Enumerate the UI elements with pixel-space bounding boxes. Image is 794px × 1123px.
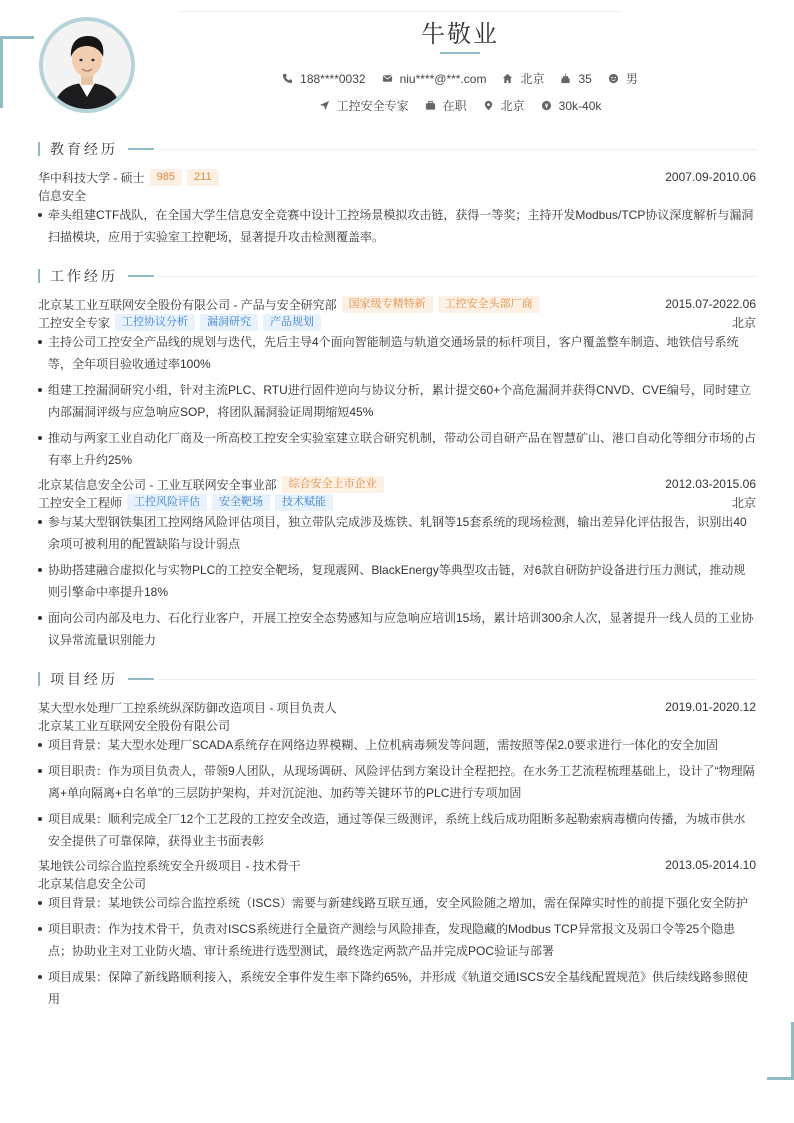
project-date: 2019.01-2020.12 bbox=[665, 700, 756, 714]
role-tag: 漏洞研究 bbox=[200, 314, 258, 331]
list-item: 协助搭建融合虚拟化与实物PLC的工控安全靶场，复现震网、BlackEnergy等典型攻击链，对6款自研防护设备进行压力测试，推动规则引擎命中率提升18% bbox=[38, 559, 756, 603]
phone-text: 188****0032 bbox=[300, 71, 366, 86]
list-item: 面向公司内部及电力、石化行业客户，开展工控安全态势感知与应急响应培训15场，累计培训300余人次，显著提升一线人员的工业协议异常流量识别能力 bbox=[38, 607, 756, 651]
work-company: 北京某信息安全公司 - 工业互联网安全事业部 bbox=[38, 477, 277, 492]
list-item: 参与某大型钢铁集团工控网络风险评估项目，独立带队完成涉及炼铁、轧钢等15套系统的现场检测，输出差异化评估报告，识别出40余项可被利用的配置缺陷与设计弱点 bbox=[38, 511, 756, 555]
list-item: 主持公司工控安全产品线的规划与迭代，先后主导4个面向智能制造与轨道交通场景的标杆项目，客户覆盖整车制造、地铁信号系统等，全年项目验收通过率100% bbox=[38, 331, 756, 375]
work-2-role-row bbox=[38, 493, 756, 511]
list-item: 项目成果：顺利完成全厂12个工艺段的工控安全改造，通过等保三级测评，系统上线后成功阻断多起勒索病毒横向传播，为城市供水安全提供了可靠保障，获得业主书面表彰 bbox=[38, 808, 756, 852]
age-info bbox=[560, 72, 591, 86]
candidate-name: 牛敬业 bbox=[421, 21, 499, 48]
gender-info bbox=[608, 70, 638, 87]
salary-info bbox=[541, 99, 602, 113]
section-work bbox=[38, 267, 756, 285]
project-2-header bbox=[38, 856, 756, 874]
role-tag: 工控风险评估 bbox=[127, 494, 207, 511]
section-title-education: 教育经历 bbox=[50, 141, 118, 157]
work-1-role-row bbox=[38, 313, 756, 331]
home-icon bbox=[502, 73, 513, 84]
work-role: 工控安全专家 bbox=[38, 315, 111, 330]
work-1-bullets bbox=[38, 331, 756, 475]
status-text: 在职 bbox=[442, 99, 467, 113]
contact-row-1 bbox=[140, 70, 780, 87]
role-tag: 安全靶场 bbox=[212, 494, 270, 511]
project-title: 某地铁公司综合监控系统安全升级项目 - 技术骨干 bbox=[38, 858, 301, 873]
position-text: 工控安全专家 bbox=[336, 99, 409, 113]
face-icon bbox=[608, 73, 619, 84]
top-divider bbox=[180, 11, 620, 12]
section-education bbox=[38, 140, 756, 158]
briefcase-icon bbox=[425, 100, 436, 111]
project-1-bullets bbox=[38, 734, 756, 856]
company-tag: 工控安全头部厂商 bbox=[438, 296, 540, 313]
education-header bbox=[38, 168, 756, 186]
email-info bbox=[382, 72, 487, 86]
send-icon bbox=[319, 100, 330, 111]
list-item: 项目职责：作为技术骨干，负责对ISCS系统进行全量资产测绘与风险排查，发现隐藏的Modbus TCP异常报文及弱口令等25个隐患点；协助业主对工业防火墙、审计系统进行选型测试，最终选定两款产品并完成POC验证与部署 bbox=[38, 918, 756, 962]
corner-decoration-bottom-right bbox=[767, 1022, 794, 1080]
status-info bbox=[425, 97, 467, 114]
school-tag: 211 bbox=[187, 169, 219, 186]
avatar bbox=[39, 17, 135, 113]
city-info bbox=[502, 70, 544, 87]
list-item: 项目背景：某大型水处理厂SCADA系统存在网络边界模糊、上位机病毒频发等问题，需按照等保2.0要求进行一体化的安全加固 bbox=[38, 734, 756, 756]
list-item: 推动与两家工业自动化厂商及一所高校工控安全实验室建立联合研究机制，带动公司自研产品在智慧矿山、港口自动化等细分市场的占有率上升约25% bbox=[38, 427, 756, 471]
location-info bbox=[483, 97, 525, 114]
education-bullets bbox=[38, 204, 756, 252]
education-major: 信息安全 bbox=[38, 188, 87, 203]
project-date: 2013.05-2014.10 bbox=[665, 858, 756, 872]
work-city: 北京 bbox=[731, 495, 756, 510]
work-2-bullets bbox=[38, 511, 756, 655]
email-text: niu****@***.com bbox=[399, 71, 487, 86]
role-tag: 产品规划 bbox=[263, 314, 321, 331]
project-2-bullets bbox=[38, 892, 756, 1014]
corner-decoration-top-left bbox=[0, 36, 34, 108]
work-date: 2012.03-2015.06 bbox=[665, 477, 756, 491]
contact-row-2 bbox=[140, 97, 780, 114]
work-role: 工控安全工程师 bbox=[38, 495, 123, 510]
pin-icon bbox=[483, 100, 494, 111]
role-tag: 技术赋能 bbox=[275, 494, 333, 511]
work-date: 2015.07-2022.06 bbox=[665, 297, 756, 311]
name-underline bbox=[440, 52, 480, 54]
company-tag: 综合安全上市企业 bbox=[282, 476, 384, 493]
salary-text: 30k-40k bbox=[558, 98, 602, 113]
gender-text: 男 bbox=[625, 72, 638, 86]
school-tag: 985 bbox=[150, 169, 182, 186]
avatar-photo bbox=[43, 21, 131, 109]
list-item: 项目职责：作为项目负责人，带领9人团队，从现场调研、风险评估到方案设计全程把控。在水务工艺流程梳理基础上，设计了“物理隔离+单向隔离+白名单”的三层防护架构，并对沉淀池、加药等关键环节的PLC进行专项加固 bbox=[38, 760, 756, 804]
mail-icon bbox=[382, 73, 393, 84]
company-tag: 国家级专精特新 bbox=[342, 296, 433, 313]
work-1-header bbox=[38, 295, 756, 313]
position-info bbox=[319, 97, 409, 114]
education-major-row bbox=[38, 186, 756, 204]
work-2-header bbox=[38, 475, 756, 493]
location-text: 北京 bbox=[500, 99, 525, 113]
phone-info bbox=[282, 72, 365, 86]
project-org: 北京某信息安全公司 bbox=[38, 876, 147, 891]
list-item: 项目成果：保障了新线路顺利接入，系统安全事件发生率下降约65%，并形成《轨道交通ISCS安全基线配置规范》供后续线路参照使用 bbox=[38, 966, 756, 1010]
education-date: 2007.09-2010.06 bbox=[665, 170, 756, 184]
age-text: 35 bbox=[578, 71, 592, 86]
role-tag: 工控协议分析 bbox=[115, 314, 195, 331]
project-1-org-row bbox=[38, 716, 756, 734]
cake-icon bbox=[560, 73, 571, 84]
work-city: 北京 bbox=[731, 315, 756, 330]
list-item: 牵头组建CTF战队，在全国大学生信息安全竞赛中设计工控场景模拟攻击链，获得一等奖；主持开发Modbus/TCP协议深度解析与漏洞扫描模块，应用于实验室工控靶场，显著提升攻击检测覆盖率。 bbox=[38, 204, 756, 248]
work-company: 北京某工业互联网安全股份有限公司 - 产品与安全研究部 bbox=[38, 297, 337, 312]
section-project bbox=[38, 670, 756, 688]
list-item: 项目背景：某地铁公司综合监控系统（ISCS）需要与新建线路互联互通，安全风险随之增加，需在保障实时性的前提下强化安全防护 bbox=[38, 892, 756, 914]
city-text: 北京 bbox=[520, 72, 545, 86]
project-1-header bbox=[38, 698, 756, 716]
project-title: 某大型水处理厂工控系统纵深防御改造项目 - 项目负责人 bbox=[38, 700, 337, 715]
list-item: 组建工控漏洞研究小组，针对主流PLC、RTU进行固件逆向与协议分析，累计提交60+个高危漏洞并获得CNVD、CVE编号，同时建立内部漏洞评级与应急响应SOP，将团队漏洞验证周期缩短45% bbox=[38, 379, 756, 423]
phone-icon bbox=[282, 73, 293, 84]
school-name: 华中科技大学 - 硕士 bbox=[38, 170, 145, 185]
coin-icon bbox=[541, 100, 552, 111]
section-title-project: 项目经历 bbox=[50, 671, 118, 687]
section-title-work: 工作经历 bbox=[50, 268, 118, 284]
project-2-org-row bbox=[38, 874, 756, 892]
project-org: 北京某工业互联网安全股份有限公司 bbox=[38, 718, 231, 733]
